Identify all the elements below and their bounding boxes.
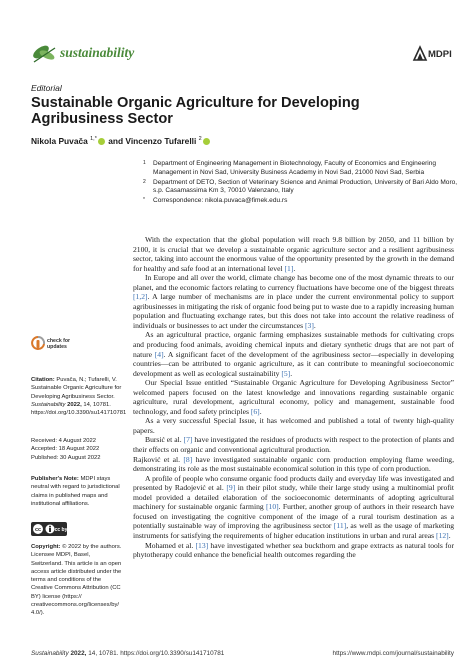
article-type: Editorial [31, 83, 62, 93]
check-for-updates-icon[interactable] [31, 336, 45, 352]
check-for-updates-label[interactable]: check for updates [47, 338, 71, 351]
reference-link[interactable]: [7] [183, 435, 193, 445]
author-list [31, 136, 211, 146]
publisher-note-label: Publisher's Note: [31, 476, 79, 482]
body-paragraph: In Europe and all over the world, climate change has become one of the most dynamic threats to our planet, and the economic factors relating to currency fluctuations have become one of the biggest threats [1,2]. A large number of mechanisms are in place under the current environmental policy to support agribusinesses in mitigating the risk of organic food being put to waste due to a rapidly increasing human population and fluctuating exchange rates, but this does not take into account the relative readiness of individuals or businesses to act under the circumstances [3]. [133, 273, 454, 330]
affiliation-mark: 2 [143, 178, 146, 185]
body-paragraph: Bursić et al. [7] have investigated the residues of products with respect to the protection of plants and their effects on organic and conventional agricultural production. [133, 435, 454, 455]
footer-citation [31, 650, 224, 657]
reference-link[interactable]: [8] [183, 454, 193, 464]
reference-link[interactable]: [4] [154, 349, 164, 359]
svg-text:cc: cc [34, 527, 42, 534]
reference-link[interactable]: [10] [265, 502, 279, 512]
reference-link[interactable]: [1] [284, 263, 294, 273]
author-name[interactable]: Nikola Puvača [31, 136, 88, 146]
reference-link[interactable]: [9] [226, 483, 236, 493]
publisher-logo-icon [412, 44, 454, 62]
reference-link[interactable]: [1,2] [133, 292, 148, 302]
affiliation-mark: 1 [143, 160, 146, 166]
copyright-label: Copyright: [31, 544, 61, 550]
publisher-note [31, 475, 123, 508]
body-paragraph: A profile of people who consume organic food products daily and everyday life was investigated and presented by Radojević et al. [9] in their pilot study, while their large study using a multinomial profit model provided a detailed elaboration of the socioeconomic determinants of adopting agricultural machinery for sustainable organic farming [10]. Further, another group of authors in their research have focused on investigating the cognitive component of the image of a rural tourism destination as a potentially sustainable way of improving the agribusiness sector [11], as well as the usage of marketing instruments for satisfying the requirements of higher education institutions in urban and rural areas [12]. [133, 473, 455, 540]
journal-logo-icon [31, 42, 57, 64]
received-date: Received: 4 August 2022 [31, 438, 96, 444]
published-date: Published: 30 August 2022 [31, 454, 101, 461]
copyright-block [31, 543, 123, 618]
publisher-name: MDPI [428, 49, 452, 60]
author-affiliation-mark: 2 [198, 136, 202, 143]
reference-link[interactable]: [12] [436, 530, 449, 540]
body-paragraph: Mohamed et al. [13] have investigated whether sea buckthorn and grape extracts as natural tools for phytotherapy could enhance the beneficial health outcomes regarding the [133, 540, 454, 560]
body-paragraph: Our Special Issue entitled “Sustainable Organic Agriculture for Developing Agribusiness Sector” welcomed papers focused on the latest knowledge and innovations regarding sustainable organic agriculture, rural development, agricultural economy, policy and management, sustainable food technology, and food safety principles [6]. [133, 378, 454, 416]
citation-block [31, 376, 127, 417]
cc-label: cc by [54, 527, 67, 534]
accepted-date: Accepted: 18 August 2022 [31, 446, 100, 453]
correspondence-email[interactable]: Correspondence: nikola.puvaca@fimek.edu.rs [153, 197, 288, 204]
reference-link[interactable]: [11] [333, 521, 347, 531]
affiliations [143, 160, 463, 207]
affiliation-item [143, 197, 463, 206]
affiliation-text: Department of Engineering Management in Biotechnology, Faculty of Economics and Engineering Management in Novi Sad, University Business Academy in Novi Sad, 21000 Novi Sad, Serbia [153, 160, 437, 176]
author-name[interactable]: Vincenzo Tufarelli [125, 136, 197, 146]
orcid-icon[interactable] [98, 138, 105, 145]
publisher-note-text: MDPI stays neutral with regard to jurisdictional claims in published maps and institutional affiliations. [31, 476, 120, 507]
affiliation-text: Department of DETO, Section of Veterinary Science and Animal Production, University of Bari Aldo Moro, s.p. Casamassima Km 3, 70010 Valenzano, Italy [153, 178, 458, 194]
body-paragraph: Rajković et al. [8] have investigated sustainable organic corn production employing flame weeding, demonstrating its role as the most sustainable economical solution in this type of corn production. [133, 454, 454, 474]
reference-link[interactable]: [6] [250, 406, 260, 416]
footer-doi[interactable]: 14, 10781. https://doi.org/10.3390/su141710781 [88, 650, 225, 657]
paper-title: Sustainable Organic Agriculture for Developing Agribusiness Sector [31, 95, 360, 127]
citation-journal: Sustainability [31, 401, 66, 408]
affiliation-item [143, 179, 463, 196]
reference-link[interactable]: [3] [305, 320, 314, 330]
dates-block [31, 437, 123, 462]
citation-text: Puvača, N.; Tufarelli, V. Sustainable Organic Agriculture for Developing Agribusiness Sector. [31, 377, 122, 400]
body-paragraph: With the expectation that the global population will reach 9.8 billion by 2050, and 11 billion by 2100, it is crucial that we develop a sustainable organic agriculture sector and a resilient agribusiness sector, taking into account the enormous value of the opportunity presented by the growth in the demand for healthy and safe food at an international level [1]. [133, 235, 454, 273]
orcid-icon[interactable] [203, 138, 210, 145]
affiliation-mark: * [143, 197, 145, 203]
copyright-text: © 2022 by the authors. Licensee MDPI, Basel, Switzerland. This article is an open access article distributed under the terms and conditions of the Creative Commons Attribution (CC BY) license (https:// creativecommons.org/licenses/by/ 4.0/). [31, 544, 122, 617]
body-paragraph: As an agricultural practice, organic farming emphasizes sustainable methods for cultivating crops and producing food animals, avoiding chemical inputs and dietary synthetic drugs that are not part of nature [4]. A significant facet of the development of the agribusiness sector—especially in developing countries—can be attributed to organic agriculture, as it can contribute to meaningful socioeconomic development as well as ecological sustainability [5]. [133, 330, 454, 378]
cc-by-license-icon[interactable] [31, 522, 67, 536]
footer-year: 2022, [70, 650, 87, 657]
reference-link[interactable]: [13] [195, 540, 209, 550]
article-body [133, 235, 454, 560]
author-conjunction: and [108, 136, 124, 146]
affiliation-item [143, 160, 463, 177]
footer-journal: Sustainability [31, 650, 69, 657]
reference-link[interactable]: [5] [281, 368, 291, 378]
citation-year: 2022, [67, 401, 82, 408]
journal-name: sustainability [60, 45, 135, 60]
body-paragraph: As a very successful Special Issue, it has welcomed and published a total of twenty high-quality papers. [133, 416, 454, 435]
author-affiliation-mark: 1,* [90, 136, 97, 143]
footer-website-link[interactable]: https://www.mdpi.com/journal/sustainability [332, 650, 454, 657]
citation-doi[interactable]: 14, 10781. https://doi.org/10.3390/su141710781 [31, 401, 127, 417]
citation-label: Citation: [31, 377, 55, 383]
